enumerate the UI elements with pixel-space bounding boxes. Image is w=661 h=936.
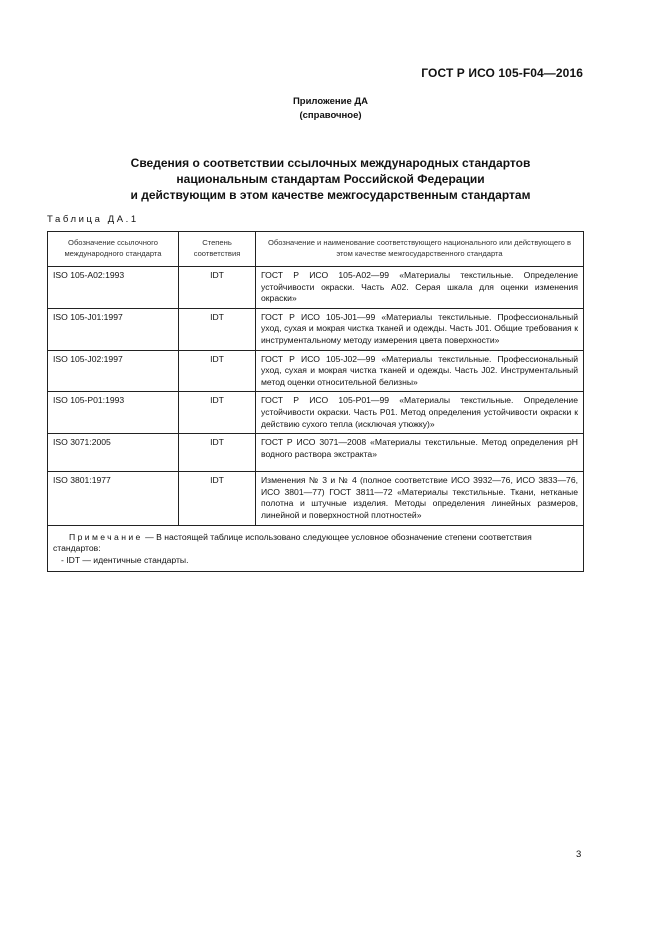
cell-degree: IDT xyxy=(179,350,256,392)
cell-code: ISO 105-P01:1993 xyxy=(48,392,179,434)
cell-name: ГОСТ Р ИСО 3071—2008 «Материалы текстильные. Метод определения pH водного раствора экстракта» xyxy=(256,434,584,472)
cell-name: ГОСТ Р ИСО 105-J02—99 «Материалы текстильные. Профессиональный уход, сухая и мокрая чистка тканей и одежды. Часть J02. Инструментальный метод оценки относительной белизны» xyxy=(256,350,584,392)
note-label: Примечание xyxy=(69,531,143,542)
note-paragraph xyxy=(53,532,578,555)
document-code: ГОСТ Р ИСО 105-F04—2016 xyxy=(421,66,583,80)
correspondence-table xyxy=(47,231,583,572)
cell-degree: IDT xyxy=(179,434,256,472)
cell-degree: IDT xyxy=(179,308,256,350)
note-text: — В настоящей таблице использовано следующее условное обозначение степени соответствия стандартов: xyxy=(53,531,532,554)
cell-degree: IDT xyxy=(179,392,256,434)
cell-degree: IDT xyxy=(179,472,256,525)
cell-name: ГОСТ Р ИСО 105-Р01—99 «Материалы текстильные. Определение устойчивости окраски. Часть Р01. Метод определения устойчивости окраски к действию сухого тепла (исключая утюжку)» xyxy=(256,392,584,434)
table-row xyxy=(48,472,584,525)
table-caption: Таблица ДА.1 xyxy=(47,214,139,225)
section-title xyxy=(0,155,661,203)
appendix-title: Приложение ДА xyxy=(292,96,369,107)
table-row xyxy=(48,392,584,434)
note-item: - IDT — идентичные стандарты. xyxy=(61,554,189,565)
cell-name: Изменения № 3 и № 4 (полное соответствие ИСО 3932—76, ИСО 3833—76, ИСО 3801—77) ГОСТ 3811—72 «Материалы текстильные. Ткани, нетканые полотна и штучные изделия. Методы определения линейных размеров, линейной и поверхностной плотностей» xyxy=(256,472,584,525)
page-number: 3 xyxy=(576,849,582,860)
header-national-standard: Обозначение и наименование соответствующего национального или действующего в этом качестве межгосударственного стандарта xyxy=(256,232,584,267)
cell-name: ГОСТ Р ИСО 105-J01—99 «Материалы текстильные. Профессиональный уход, сухая и мокрая чистка тканей и одежды. Часть J01. Общие требования к инструментальному методу измерения цвета поверхности» xyxy=(256,308,584,350)
table-header-row xyxy=(48,232,584,267)
cell-code: ISO 105-A02:1993 xyxy=(48,267,179,309)
table-row xyxy=(48,350,584,392)
cell-degree: IDT xyxy=(179,267,256,309)
cell-code: ISO 3071:2005 xyxy=(48,434,179,472)
table-row xyxy=(48,308,584,350)
table-row xyxy=(48,434,584,472)
header-reference-standard: Обозначение ссылочного международного стандарта xyxy=(48,232,179,267)
appendix-subtitle: (справочное) xyxy=(299,110,362,121)
title-line: и действующим в этом качестве межгосударственным стандартам xyxy=(130,188,531,202)
header-degree: Степень соответствия xyxy=(179,232,256,267)
cell-code: ISO 105-J01:1997 xyxy=(48,308,179,350)
table-row xyxy=(48,267,584,309)
table-note-row xyxy=(48,525,584,572)
title-line: Сведения о соответствии ссылочных международных стандартов xyxy=(130,156,531,170)
cell-code: ISO 3801:1977 xyxy=(48,472,179,525)
cell-name: ГОСТ Р ИСО 105-А02—99 «Материалы текстильные. Определение устойчивости окраски. Часть А02. Серая шкала для оценки изменения окраски» xyxy=(256,267,584,309)
title-line: национальным стандартам Российской Федерации xyxy=(176,172,485,186)
table-note xyxy=(48,525,584,572)
appendix-heading xyxy=(0,95,661,123)
cell-code: ISO 105-J02:1997 xyxy=(48,350,179,392)
